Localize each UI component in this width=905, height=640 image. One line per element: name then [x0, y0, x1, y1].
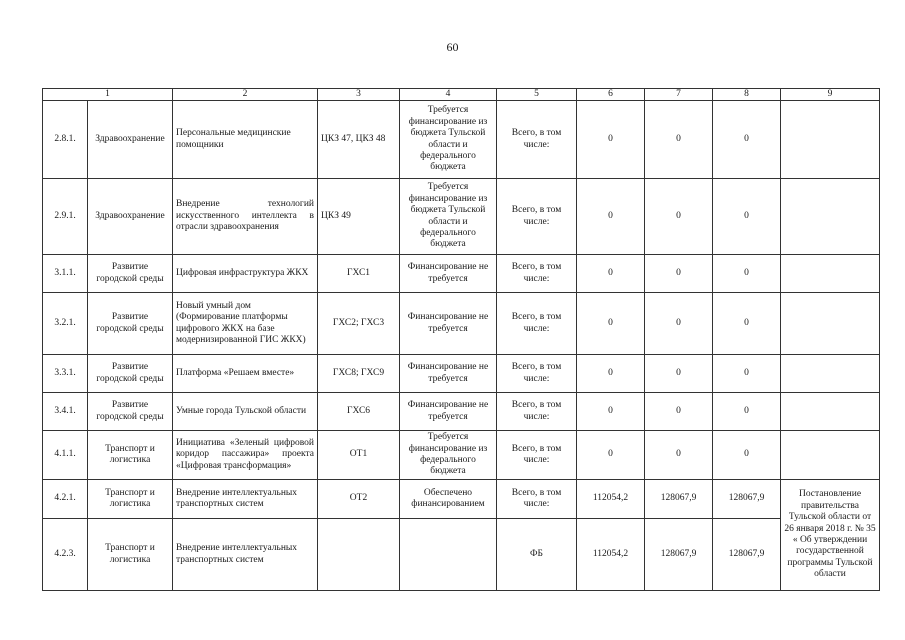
header-row: [43, 89, 880, 101]
value-col8: 0: [713, 355, 781, 393]
measure-name: Новый умный дом (Формирование платформы цифрового ЖКХ на базе модернизированной ГИС ЖКХ): [173, 293, 318, 355]
total-cell: Всего, в том числе:: [497, 355, 577, 393]
value-col6: 0: [577, 101, 645, 179]
financing-cell: Финансирование не требуется: [400, 393, 497, 431]
row-number: 4.1.1.: [43, 431, 88, 480]
value-col7: 0: [645, 355, 713, 393]
financing-cell: Финансирование не требуется: [400, 293, 497, 355]
note-cell: [781, 355, 880, 393]
code-cell: ГХС6: [318, 393, 400, 431]
measure-name: Персональные медицинские помощники: [173, 101, 318, 179]
financing-cell: Требуется финансирование из федерального бюджета: [400, 431, 497, 480]
note-cell: [781, 101, 880, 179]
financing-cell: Финансирование не требуется: [400, 255, 497, 293]
program-table: [42, 88, 880, 591]
measure-name: Внедрение интеллектуальных транспортных систем: [173, 480, 318, 519]
note-cell: Постановление правительства Тульской области от 26 января 2018 г. № 35 « Об утверждении государственной программы Тульской области: [781, 480, 880, 591]
financing-cell: Требуется финансирование из бюджета Тульской области и федерального бюджета: [400, 179, 497, 255]
header-cell: 9: [781, 89, 880, 101]
row-number: 2.9.1.: [43, 179, 88, 255]
value-col7: 0: [645, 179, 713, 255]
value-col8: 128067,9: [713, 480, 781, 519]
value-col6: 0: [577, 293, 645, 355]
area-cell: Развитие городской среды: [88, 355, 173, 393]
table-row: [43, 431, 880, 480]
header-cell: 3: [318, 89, 400, 101]
table-row: [43, 480, 880, 519]
value-col8: 0: [713, 393, 781, 431]
table-row: [43, 101, 880, 179]
page-number: 60: [446, 40, 459, 54]
total-cell: Всего, в том числе:: [497, 101, 577, 179]
area-cell: Транспорт и логистика: [88, 431, 173, 480]
header-cell: 1: [43, 89, 173, 101]
row-number: 3.2.1.: [43, 293, 88, 355]
measure-name: Внедрение интеллектуальных транспортных систем: [173, 519, 318, 591]
value-col6: 112054,2: [577, 480, 645, 519]
area-cell: Здравоохранение: [88, 179, 173, 255]
area-cell: Развитие городской среды: [88, 293, 173, 355]
table-row: [43, 255, 880, 293]
code-cell: ГХС8; ГХС9: [318, 355, 400, 393]
total-cell: Всего, в том числе:: [497, 480, 577, 519]
row-number: 3.4.1.: [43, 393, 88, 431]
value-col8: 0: [713, 101, 781, 179]
note-cell: [781, 255, 880, 293]
total-cell: Всего, в том числе:: [497, 179, 577, 255]
total-cell: Всего, в том числе:: [497, 393, 577, 431]
area-cell: Развитие городской среды: [88, 393, 173, 431]
table-row: [43, 519, 880, 591]
total-cell: ФБ: [497, 519, 577, 591]
total-cell: Всего, в том числе:: [497, 293, 577, 355]
value-col7: 0: [645, 431, 713, 480]
code-cell: ГХС1: [318, 255, 400, 293]
note-cell: [781, 393, 880, 431]
table-row: [43, 293, 880, 355]
table-row: [43, 179, 880, 255]
value-col8: 0: [713, 431, 781, 480]
code-cell: ЦКЗ 49: [318, 179, 400, 255]
row-number: 3.1.1.: [43, 255, 88, 293]
note-cell: [781, 293, 880, 355]
row-number: 3.3.1.: [43, 355, 88, 393]
financing-cell: Финансирование не требуется: [400, 355, 497, 393]
code-cell: [318, 519, 400, 591]
measure-name: Инициатива «Зеленый цифровой коридор пассажира» проекта «Цифровая трансформация»: [173, 431, 318, 480]
value-col7: 0: [645, 393, 713, 431]
row-number: 2.8.1.: [43, 101, 88, 179]
financing-cell: [400, 519, 497, 591]
header-cell: 6: [577, 89, 645, 101]
value-col8: 128067,9: [713, 519, 781, 591]
value-col7: 128067,9: [645, 519, 713, 591]
value-col8: 0: [713, 179, 781, 255]
code-cell: ОТ1: [318, 431, 400, 480]
total-cell: Всего, в том числе:: [497, 431, 577, 480]
value-col6: 0: [577, 393, 645, 431]
measure-name: Цифровая инфраструктура ЖКХ: [173, 255, 318, 293]
area-cell: Здравоохранение: [88, 101, 173, 179]
code-cell: ОТ2: [318, 480, 400, 519]
value-col7: 0: [645, 255, 713, 293]
header-cell: 4: [400, 89, 497, 101]
value-col6: 0: [577, 179, 645, 255]
value-col7: 0: [645, 293, 713, 355]
financing-cell: Требуется финансирование из бюджета Тульской области и федерального бюджета: [400, 101, 497, 179]
area-cell: Развитие городской среды: [88, 255, 173, 293]
area-cell: Транспорт и логистика: [88, 519, 173, 591]
value-col6: 0: [577, 255, 645, 293]
header-cell: 7: [645, 89, 713, 101]
row-number: 4.2.3.: [43, 519, 88, 591]
row-number: 4.2.1.: [43, 480, 88, 519]
table-row: [43, 355, 880, 393]
value-col7: 0: [645, 101, 713, 179]
measure-name: Внедрение технологий искусственного интеллекта в отрасли здравоохранения: [173, 179, 318, 255]
value-col7: 128067,9: [645, 480, 713, 519]
value-col6: 112054,2: [577, 519, 645, 591]
value-col8: 0: [713, 255, 781, 293]
note-cell: [781, 431, 880, 480]
financing-cell: Обеспечено финансированием: [400, 480, 497, 519]
header-cell: 8: [713, 89, 781, 101]
measure-name: Платформа «Решаем вместе»: [173, 355, 318, 393]
table-row: [43, 393, 880, 431]
value-col8: 0: [713, 293, 781, 355]
value-col6: 0: [577, 355, 645, 393]
measure-name: Умные города Тульской области: [173, 393, 318, 431]
code-cell: ГХС2; ГХС3: [318, 293, 400, 355]
code-cell: ЦКЗ 47, ЦКЗ 48: [318, 101, 400, 179]
note-cell: [781, 179, 880, 255]
header-cell: 5: [497, 89, 577, 101]
area-cell: Транспорт и логистика: [88, 480, 173, 519]
header-cell: 2: [173, 89, 318, 101]
total-cell: Всего, в том числе:: [497, 255, 577, 293]
value-col6: 0: [577, 431, 645, 480]
